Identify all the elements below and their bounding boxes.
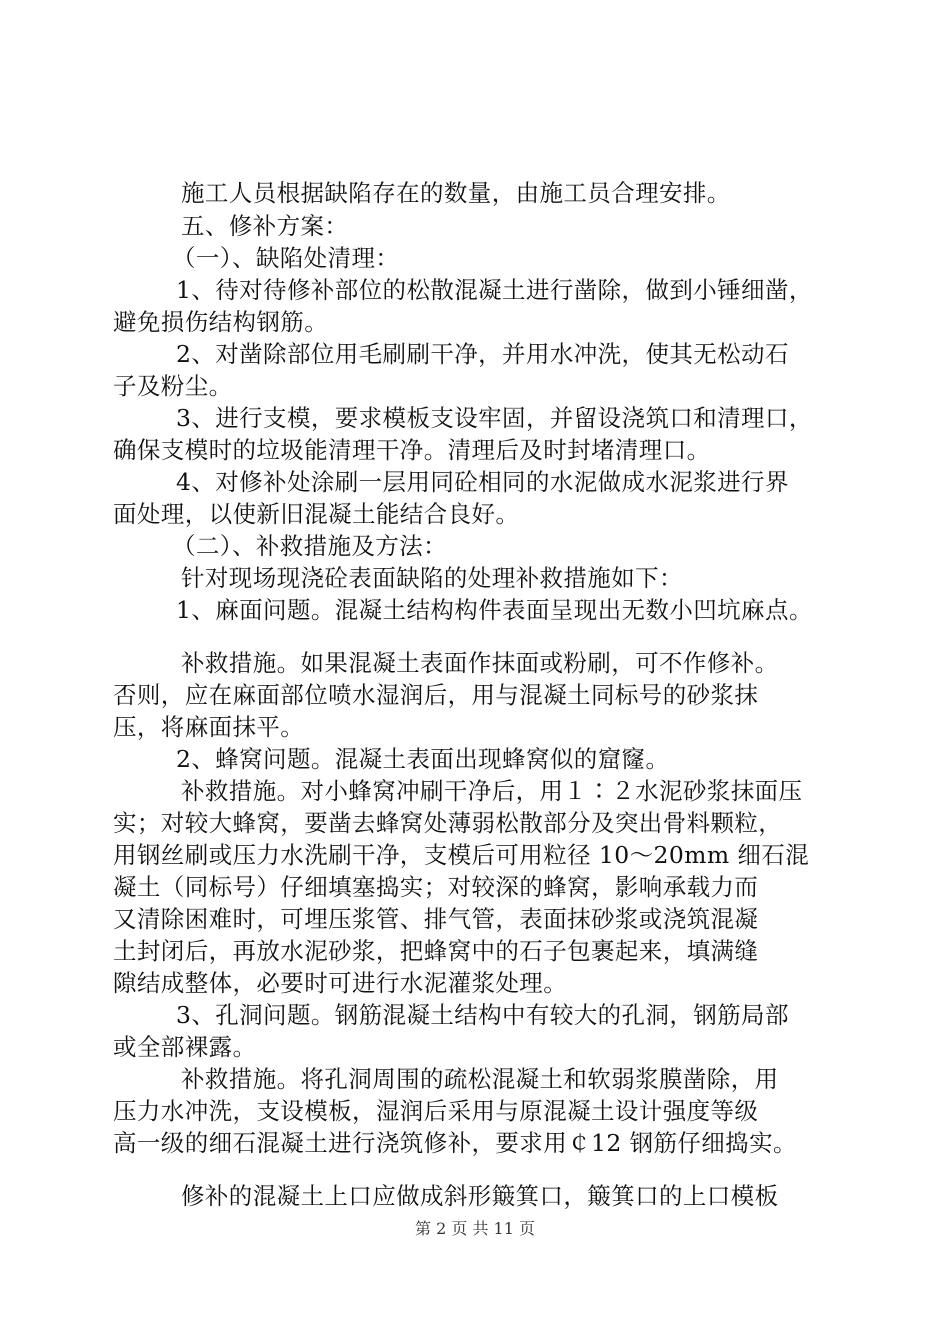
paragraph-line: 子及粉尘。	[113, 372, 233, 400]
paragraph-line: 面处理，以使新旧混凝土能结合良好。	[113, 500, 520, 528]
paragraph-line: 1、待对待修补部位的松散混凝土进行凿除，做到小锤细凿，	[176, 276, 813, 304]
paragraph-line: 施工人员根据缺陷存在的数量，由施工员合理安排。	[181, 179, 731, 207]
paragraph-line: 土封闭后，再放水泥砂浆，把蜂窝中的石子包裹起来，填满缝	[113, 937, 759, 965]
paragraph-line: 用钢丝刷或压力水洗刷干净，支模后可用粒径 10～20mm 细石混	[113, 841, 810, 869]
page-number-footer: 第 2 页 共 11 页	[415, 1219, 535, 1238]
paragraph-line: 压力水冲洗，支设模板，湿润后采用与原混凝土设计强度等级	[113, 1097, 759, 1125]
paragraph-line: 针对现场现浇砼表面缺陷的处理补救措施如下：	[181, 564, 683, 592]
paragraph-line: 避免损伤结构钢筋。	[113, 308, 329, 336]
paragraph-line: 高一级的细石混凝土进行浇筑修补，要求用￠12 钢筋仔细捣实。	[113, 1129, 797, 1157]
section-heading: 五、修补方案：	[181, 212, 349, 240]
paragraph-line: 补救措施。对小蜂窝冲刷干净后，用１∶２水泥砂浆抹面压	[181, 777, 803, 805]
paragraph-line: 实；对较大蜂窝，要凿去蜂窝处薄弱松散部分及突出骨料颗粒，	[113, 809, 783, 837]
paragraph-line: 或全部裸露。	[113, 1033, 257, 1061]
paragraph-line: 补救措施。如果混凝土表面作抹面或粉刷，可不作修补。	[181, 649, 779, 677]
paragraph-line: 压，将麻面抹平。	[113, 713, 305, 741]
paragraph-line: 3、孔洞问题。钢筋混凝土结构中有较大的孔洞，钢筋局部	[176, 1001, 789, 1029]
paragraph-line: 否则，应在麻面部位喷水湿润后，用与混凝土同标号的砂浆抹	[113, 681, 759, 709]
paragraph-line: 1、麻面问题。混凝土结构构件表面呈现出无数小凹坑麻点。	[176, 596, 813, 624]
paragraph-line: 补救措施。将孔洞周围的疏松混凝土和软弱浆膜凿除，用	[181, 1065, 779, 1093]
paragraph-line: 确保支模时的垃圾能清理干净。清理后及时封堵清理口。	[113, 436, 711, 464]
paragraph-line: 2、对凿除部位用毛刷刷干净，并用水冲洗，使其无松动石	[176, 340, 789, 368]
paragraph-line: 2、蜂窝问题。混凝土表面出现蜂窝似的窟窿。	[176, 745, 670, 773]
paragraph-line: 修补的混凝土上口应做成斜形簸箕口，簸箕口的上口模板	[181, 1182, 779, 1210]
subsection-heading: （一）、缺陷处清理：	[172, 244, 400, 272]
paragraph-line: 凝土（同标号）仔细填塞捣实；对较深的蜂窝，影响承载力而	[113, 873, 759, 901]
paragraph-line: 4、对修补处涂刷一层用同砼相同的水泥做成水泥浆进行界	[176, 468, 789, 496]
paragraph-line: 隙结成整体，必要时可进行水泥灌浆处理。	[113, 969, 568, 997]
subsection-heading: （二）、补救措施及方法：	[172, 532, 448, 560]
paragraph-line: 又清除困难时，可埋压浆管、排气管，表面抹砂浆或浇筑混凝	[113, 905, 759, 933]
paragraph-line: 3、进行支模，要求模板支设牢固，并留设浇筑口和清理口，	[176, 404, 813, 432]
